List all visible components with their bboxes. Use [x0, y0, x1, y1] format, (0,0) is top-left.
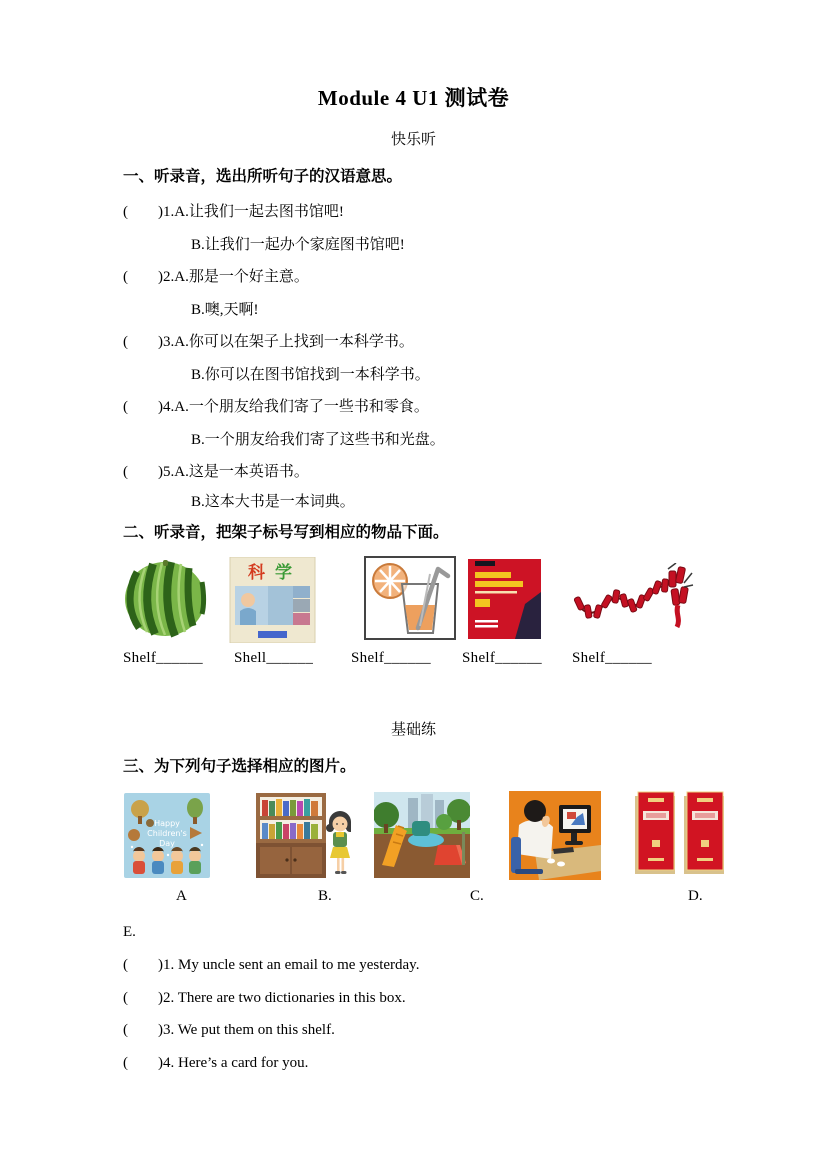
shelf-blank-label: Shell______ [234, 650, 314, 666]
answer-bracket: ( ) [123, 1022, 163, 1038]
answer-bracket: ( ) [123, 399, 163, 415]
question-line [123, 460, 309, 481]
option-b-text: B.一个朋友给我们寄了这些书和光盘。 [191, 432, 445, 448]
english-question-text: 3. We put them on this shelf. [163, 1022, 335, 1038]
english-question-line [123, 990, 406, 1007]
question-line [191, 363, 430, 384]
answer-bracket: ( ) [123, 464, 163, 480]
english-question-text: 1. My uncle sent an email to me yesterday. [163, 957, 420, 973]
option-a-text: 4.A.一个朋友给我们寄了一些书和零食。 [163, 399, 429, 415]
option-b-text: B.你可以在图书馆找到一本科学书。 [191, 367, 430, 383]
picture-label-d: D. [688, 888, 703, 904]
two-dictionaries-image [634, 790, 727, 879]
part2-banner: 基础练 [390, 722, 436, 738]
section3-heading: 三、为下列句子选择相应的图片。 [123, 758, 356, 775]
answer-bracket: ( ) [123, 269, 163, 285]
option-b-text: B.这本大书是一本词典。 [191, 494, 355, 510]
firecrackers-image [572, 563, 694, 628]
question-line [123, 265, 309, 286]
option-b-text: B.让我们一起办个家庭图书馆吧! [191, 237, 405, 253]
picture-label-a: A [176, 888, 187, 904]
option-b-text: B.噢,天啊! [191, 302, 259, 318]
answer-bracket: ( ) [123, 957, 163, 973]
answer-bracket: ( ) [123, 990, 163, 1006]
picture-label-e: E. [123, 924, 136, 940]
question-line [191, 298, 259, 319]
red-dictionary-image [463, 558, 546, 640]
card-text-line3: Day [159, 839, 175, 848]
section1-heading: 一、听录音，选出所听句子的汉语意思。 [123, 168, 403, 185]
card-text-line2: Children's [147, 829, 187, 838]
answer-bracket: ( ) [123, 204, 163, 220]
playground-image [374, 792, 470, 878]
option-a-text: 3.A.你可以在架子上找到一本科学书。 [163, 334, 414, 350]
english-question-line [123, 1055, 308, 1072]
question-line [191, 490, 355, 511]
shelf-blank-label: Shelf______ [123, 650, 203, 666]
english-question-text: 2. There are two dictionaries in this box. [163, 990, 406, 1006]
science-title-char2: 学 [275, 563, 292, 583]
picture-label-b: B. [318, 888, 332, 904]
question-line [191, 233, 405, 254]
science-book-image [227, 557, 318, 643]
greeting-card-image [124, 793, 210, 878]
question-line [191, 428, 445, 449]
bookshelf-girl-image [254, 791, 351, 880]
science-title-char1: 科 [248, 563, 265, 583]
answer-bracket: ( ) [123, 1055, 163, 1071]
english-question-text: 4. Here’s a card for you. [163, 1055, 309, 1071]
english-question-line [123, 957, 419, 974]
option-a-text: 2.A.那是一个好主意。 [163, 269, 309, 285]
part1-banner: 快乐听 [390, 132, 436, 148]
computer-user-image [509, 791, 601, 880]
section2-heading: 二、听录音，把架子标号写到相应的物品下面。 [123, 524, 449, 541]
page-title: Module 4 U1 测试卷 [317, 86, 510, 110]
question-line [123, 200, 344, 221]
shelf-blank-label: Shelf______ [351, 650, 431, 666]
option-a-text: 5.A.这是一本英语书。 [163, 464, 309, 480]
question-line [123, 330, 414, 351]
juice-glass-image [364, 556, 456, 640]
shelf-blank-label: Shelf______ [462, 650, 542, 666]
card-text-line1: Happy [154, 819, 180, 828]
question-line [123, 395, 429, 416]
answer-bracket: ( ) [123, 334, 163, 350]
watermelon-image [123, 560, 207, 638]
shelf-blank-label: Shelf______ [572, 650, 652, 666]
picture-label-c: C. [470, 888, 484, 904]
english-question-line [123, 1022, 335, 1039]
option-a-text: 1.A.让我们一起去图书馆吧! [163, 204, 344, 220]
